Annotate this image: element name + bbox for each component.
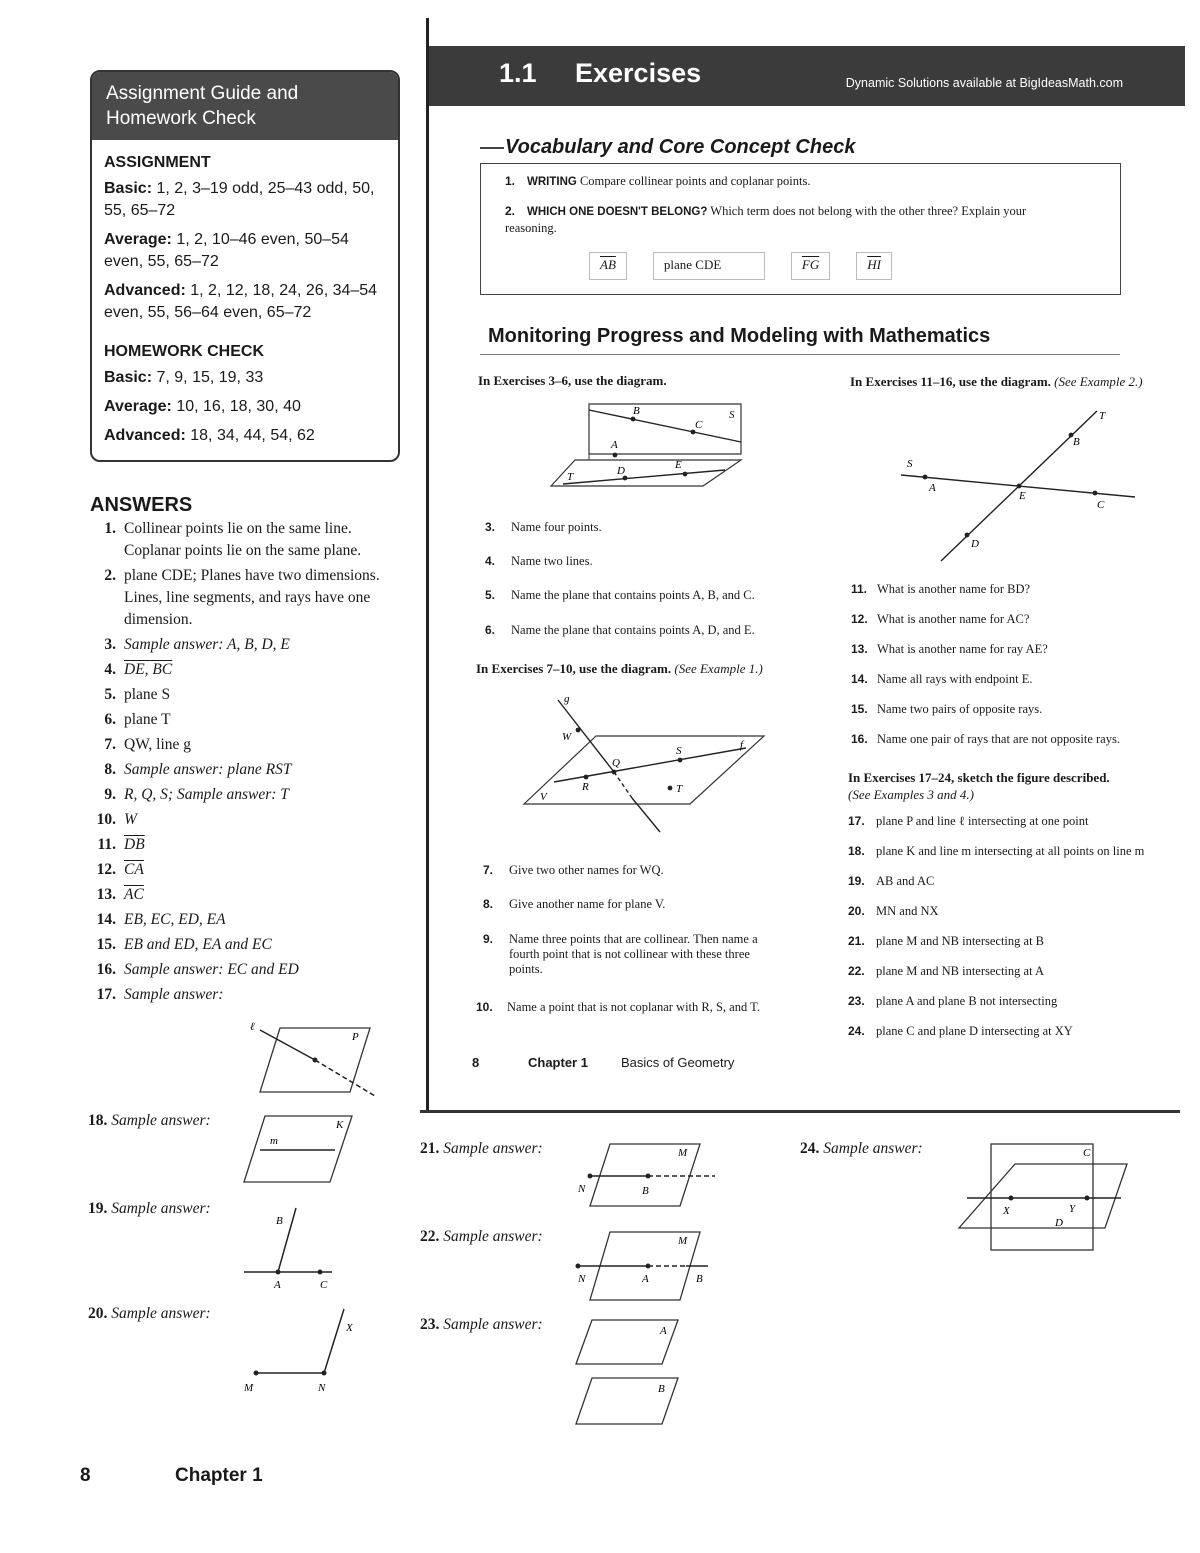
choice-chip: $\overline{FG}$ bbox=[791, 252, 830, 280]
sketch-23-label: 23. Sample answer: bbox=[420, 1316, 543, 1333]
answer-item: 6. plane T bbox=[104, 711, 171, 728]
svg-text:N: N bbox=[578, 1183, 586, 1195]
assignment-guide-box bbox=[90, 70, 400, 462]
answer-item: 1. Collinear points lie on the same line. Coplanar points lie on the same plane. bbox=[104, 520, 362, 559]
answer-item: 17. Sample answer: bbox=[96, 986, 224, 1003]
svg-text:B: B bbox=[633, 405, 640, 417]
svg-text:D: D bbox=[617, 465, 625, 477]
exercise-heading-11-16: In Exercises 11–16, use the diagram. (See Example 2.) bbox=[850, 374, 1143, 389]
answer-item: 9. R, Q, S; Sample answer: T bbox=[104, 786, 289, 803]
svg-text:ℓ: ℓ bbox=[250, 1021, 255, 1033]
svg-text:A: A bbox=[642, 1273, 649, 1285]
dynamic-solutions-note: Dynamic Solutions available at BigIdeasMath.com bbox=[845, 76, 1123, 90]
answer-item: 14. EB, EC, ED, EA bbox=[96, 911, 226, 928]
svg-text:D: D bbox=[971, 538, 979, 550]
svg-text:Y: Y bbox=[1069, 1203, 1076, 1215]
exercise-heading-17-24-see: (See Examples 3 and 4.) bbox=[848, 787, 974, 802]
diagram-plane-v bbox=[520, 690, 770, 835]
svg-text:T: T bbox=[567, 471, 574, 483]
exercise-12: 12. What is another name for AC? bbox=[851, 612, 1030, 626]
svg-text:Q: Q bbox=[612, 757, 620, 769]
sketch-22-diagram bbox=[570, 1228, 720, 1303]
svg-text:B: B bbox=[1073, 436, 1080, 448]
answer-item: 12. $\overline{CA}$ bbox=[96, 861, 144, 878]
assignment-heading: ASSIGNMENT bbox=[104, 154, 211, 171]
svg-text:E: E bbox=[1019, 490, 1026, 502]
svg-text:X: X bbox=[1003, 1205, 1010, 1217]
assignment-advanced: Advanced: 1, 2, 12, 18, 24, 26, 34–54 even, 55, 56–64 even, 65–72 bbox=[104, 282, 378, 321]
svg-text:A: A bbox=[929, 482, 936, 494]
vocab-box bbox=[480, 163, 1121, 295]
guide-title-line1: Assignment Guide and bbox=[106, 83, 299, 104]
student-chapter: Chapter 1 bbox=[528, 1055, 588, 1070]
monitoring-title: Monitoring Progress and Modeling with Mathematics bbox=[488, 325, 991, 347]
answer-item: 15. EB and ED, EA and EC bbox=[96, 936, 272, 953]
exercise-6: 6. Name the plane that contains points A, D, and E. bbox=[485, 623, 755, 637]
svg-text:S: S bbox=[729, 409, 735, 421]
page-spine bbox=[426, 18, 429, 1110]
answer-item: 3. Sample answer: A, B, D, E bbox=[104, 636, 290, 653]
vocab-title: Vocabulary and Core Concept Check bbox=[505, 136, 856, 158]
sketch-24-label: 24. Sample answer: bbox=[800, 1140, 923, 1157]
sketch-23-diagram bbox=[570, 1316, 690, 1428]
svg-text:N: N bbox=[578, 1273, 586, 1285]
choice-chip: $\overline{AB}$ bbox=[589, 252, 627, 280]
sketch-18-diagram bbox=[240, 1112, 360, 1187]
answer-item: 11. $\overline{DB}$ bbox=[97, 836, 145, 853]
svg-text:D: D bbox=[1055, 1217, 1063, 1229]
sketch-19-diagram bbox=[240, 1200, 350, 1295]
exercise-heading-17-24: In Exercises 17–24, sketch the figure described. bbox=[848, 770, 1110, 785]
vocab-choices bbox=[589, 252, 892, 280]
svg-text:g: g bbox=[564, 693, 570, 705]
answer-item: 10. W bbox=[96, 811, 137, 828]
vocab-question-1: 1. WRITING Compare collinear points and coplanar points. bbox=[505, 174, 811, 188]
svg-text:f: f bbox=[740, 739, 744, 751]
answer-item: 7. QW, line g bbox=[104, 736, 192, 753]
exercise-heading-7-10: In Exercises 7–10, use the diagram. (See Example 1.) bbox=[476, 661, 763, 676]
svg-text:S: S bbox=[907, 458, 913, 470]
answer-item: 5. plane S bbox=[104, 686, 171, 703]
student-page-number: 8 bbox=[472, 1055, 480, 1070]
diagram-lines-e bbox=[895, 405, 1145, 565]
exercise-16: 16. Name one pair of rays that are not opposite rays. bbox=[851, 732, 1120, 746]
exercise-24: 24. plane C and plane D intersecting at XY bbox=[848, 1024, 1073, 1038]
svg-text:A: A bbox=[274, 1279, 281, 1291]
answer-item: 16. Sample answer: EC and ED bbox=[96, 961, 299, 978]
teacher-chapter: Chapter 1 bbox=[175, 1465, 263, 1486]
sketch-20-label: 20. Sample answer: bbox=[88, 1305, 211, 1322]
svg-text:C: C bbox=[695, 419, 703, 431]
sketch-21-label: 21. Sample answer: bbox=[420, 1140, 543, 1157]
sketch-20-diagram bbox=[240, 1305, 370, 1395]
assignment-average: Average: 1, 2, 10–46 even, 50–54 even, 55, 65–72 bbox=[104, 231, 349, 270]
svg-text:B: B bbox=[658, 1383, 665, 1395]
vocab-title-rule bbox=[480, 147, 504, 149]
exercise-11: 11. What is another name for BD? bbox=[851, 582, 1031, 596]
svg-text:B: B bbox=[696, 1273, 703, 1285]
exercise-15: 15. Name two pairs of opposite rays. bbox=[851, 702, 1043, 716]
homework-advanced: Advanced: 18, 34, 44, 54, 62 bbox=[104, 427, 315, 444]
teacher-page-number: 8 bbox=[80, 1465, 91, 1486]
exercise-17: 17. plane P and line ℓ intersecting at one point bbox=[848, 814, 1089, 828]
svg-text:A: A bbox=[611, 439, 618, 451]
exercise-22: 22. plane M and NB intersecting at A bbox=[848, 964, 1045, 978]
svg-text:B: B bbox=[642, 1185, 649, 1197]
svg-text:T: T bbox=[1099, 410, 1106, 422]
svg-text:M: M bbox=[244, 1382, 254, 1394]
exercise-20: 20. MN and NX bbox=[848, 904, 939, 918]
svg-text:C: C bbox=[1083, 1147, 1091, 1159]
sketch-18-label: 18. Sample answer: bbox=[88, 1112, 211, 1129]
exercise-3: 3. Name four points. bbox=[485, 520, 602, 534]
answer-item: 13. $\overline{AC}$ bbox=[96, 886, 144, 903]
svg-text:M: M bbox=[678, 1235, 688, 1247]
svg-text:W: W bbox=[562, 731, 572, 743]
exercise-18: 18. plane K and line m intersecting at all points on line m bbox=[848, 844, 1145, 858]
assignment-guide-header bbox=[92, 72, 398, 140]
sketch-17-diagram bbox=[240, 1020, 390, 1100]
assignment-basic: Basic: 1, 2, 3–19 odd, 25–43 odd, 50, 55, 65–72 bbox=[104, 180, 375, 219]
exercise-13: 13. What is another name for ray AE? bbox=[851, 642, 1048, 656]
choice-chip: plane CDE bbox=[653, 252, 765, 280]
diagram-planes-s-t bbox=[545, 398, 755, 490]
guide-title-line2: Homework Check bbox=[106, 108, 256, 129]
monitoring-rule bbox=[480, 354, 1120, 355]
answer-item: 2. plane CDE; Planes have two dimensions. Lines, line segments, and rays have one dimension. bbox=[104, 567, 380, 628]
exercise-14: 14. Name all rays with endpoint E. bbox=[851, 672, 1033, 686]
section-header-bar bbox=[429, 46, 1185, 106]
svg-text:V: V bbox=[540, 791, 547, 803]
vocab-question-2: 2. WHICH ONE DOESN'T BELONG? Which term does not belong with the other three? Explain your reasoning. bbox=[505, 204, 1027, 235]
svg-text:S: S bbox=[676, 745, 682, 757]
svg-text:M: M bbox=[678, 1147, 688, 1159]
section-number: 1.1 bbox=[499, 58, 537, 88]
sketch-19-label: 19. Sample answer: bbox=[88, 1200, 211, 1217]
answer-item: 8. Sample answer: plane RST bbox=[104, 761, 292, 778]
svg-text:A: A bbox=[660, 1325, 667, 1337]
svg-text:B: B bbox=[276, 1215, 283, 1227]
exercise-heading-3-6: In Exercises 3–6, use the diagram. bbox=[478, 373, 667, 388]
svg-text:R: R bbox=[582, 781, 589, 793]
exercise-7: 7. Give two other names for WQ. bbox=[483, 863, 664, 877]
homework-heading: HOMEWORK CHECK bbox=[104, 343, 264, 360]
section-title: Exercises bbox=[575, 58, 702, 88]
exercise-5: 5. Name the plane that contains points A, B, and C. bbox=[485, 588, 755, 602]
exercise-4: 4. Name two lines. bbox=[485, 554, 593, 568]
svg-text:P: P bbox=[352, 1031, 359, 1043]
answer-item: 4. DE, BC bbox=[104, 661, 173, 678]
exercise-10: 10. Name a point that is not coplanar with R, S, and T. bbox=[476, 1000, 760, 1014]
svg-text:T: T bbox=[676, 783, 683, 795]
svg-text:N: N bbox=[318, 1382, 326, 1394]
exercise-21: 21. plane M and NB intersecting at B bbox=[848, 934, 1045, 948]
svg-text:E: E bbox=[675, 459, 682, 471]
exercise-23: 23. plane A and plane B not intersecting bbox=[848, 994, 1058, 1008]
homework-basic: Basic: 7, 9, 15, 19, 33 bbox=[104, 369, 264, 386]
sketch-22-label: 22. Sample answer: bbox=[420, 1228, 543, 1245]
sketch-21-diagram bbox=[570, 1140, 720, 1210]
exercise-19: 19. AB and AC bbox=[848, 874, 935, 888]
choice-chip: $\overline{HI}$ bbox=[856, 252, 892, 280]
exercise-9: 9. Name three points that are collinear. Then name a fourth point that is not collinear with these three points. bbox=[483, 932, 758, 976]
page-bottom-rule bbox=[420, 1110, 1180, 1113]
answers-list bbox=[88, 518, 408, 1009]
svg-text:K: K bbox=[336, 1119, 344, 1131]
student-chapter-title: Basics of Geometry bbox=[621, 1055, 735, 1070]
exercise-8: 8. Give another name for plane V. bbox=[483, 897, 666, 911]
svg-text:m: m bbox=[270, 1135, 278, 1147]
answers-title: ANSWERS bbox=[90, 494, 193, 516]
svg-text:X: X bbox=[346, 1322, 353, 1334]
sketch-24-diagram bbox=[955, 1140, 1135, 1255]
homework-average: Average: 10, 16, 18, 30, 40 bbox=[104, 398, 301, 415]
svg-text:C: C bbox=[1097, 499, 1105, 511]
svg-text:C: C bbox=[320, 1279, 328, 1291]
